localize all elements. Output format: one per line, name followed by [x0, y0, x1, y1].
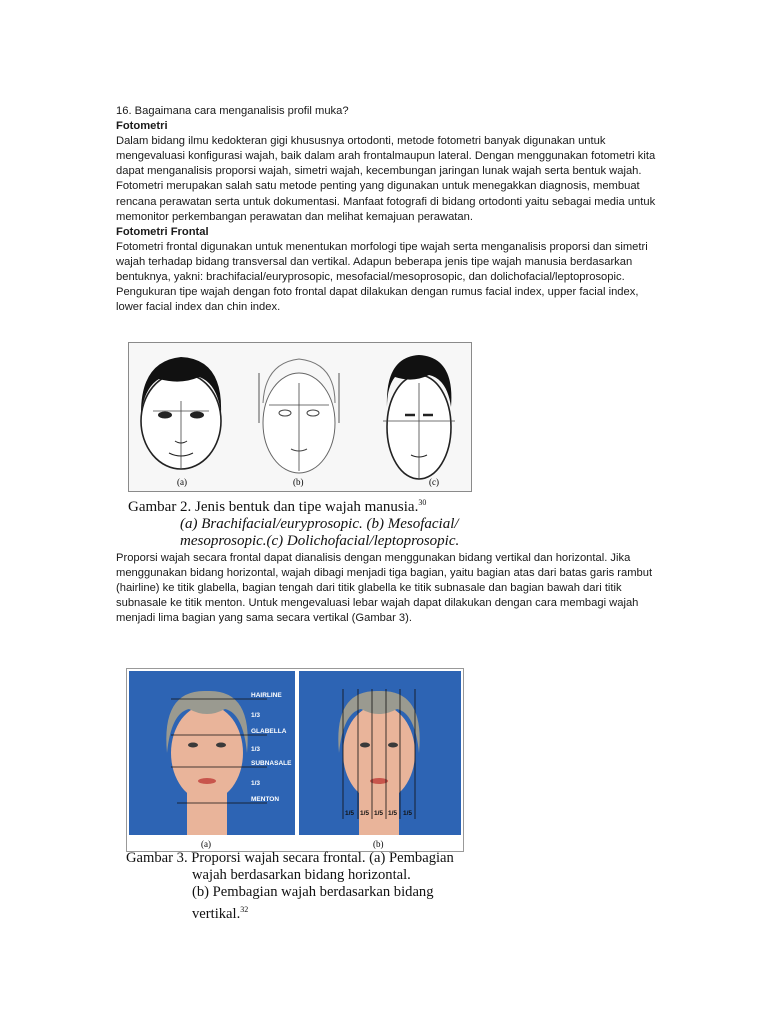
paragraph-fotometri-frontal: Fotometri frontal digunakan untuk menentukan morfologi tipe wajah serta menganalisis proporsi dan simetri wajah terhadap bidang transversal dan vertikal. Adapun beberapa jenis tipe wajah manusia berdasarkan bentuknya, yakni: brachifacial/euryprosopic, mesofacial/mesoprosopic, dan dolichofacial/leptoprosopic. Pengukuran tipe wajah dengan foto frontal dapat dilakukan dengan rumus facial index, upper facial index, lower facial index dan chin index. [116, 240, 648, 314]
label-fifth-3: 1/5 [374, 810, 384, 817]
figure3-caption-line2: wajah berdasarkan bidang horizontal. [192, 867, 411, 883]
question-line: 16. Bagaimana cara menganalisis profil muka? [116, 105, 349, 117]
figure3-caption-line4: vertikal. [192, 905, 241, 922]
label-third-3: 1/3 [251, 780, 261, 787]
face-brachifacial [141, 357, 221, 469]
figure3-caption-ref: 32 [240, 905, 249, 914]
intro-text-block [116, 104, 656, 315]
label-b: (b) [293, 477, 304, 487]
face-mesofacial [259, 359, 339, 473]
label-fifth-4: 1/5 [388, 810, 398, 817]
label-fifth-5: 1/5 [403, 810, 413, 817]
proportion-text-block [116, 551, 656, 626]
label-panel-b: (b) [373, 839, 384, 849]
face-proportions-illustration [127, 669, 463, 851]
figure3-caption-line3: (b) Pembagian wajah berdasarkan bidang [192, 884, 434, 900]
heading-fotometri: Fotometri [116, 120, 168, 133]
label-hairline: HAIRLINE [251, 692, 282, 699]
label-menton: MENTON [251, 796, 280, 803]
label-a: (a) [177, 477, 187, 487]
label-fifth-2: 1/5 [360, 810, 370, 817]
label-fifth-1: 1/5 [345, 810, 355, 817]
label-third-1: 1/3 [251, 712, 261, 719]
figure-face-types [128, 342, 472, 492]
label-glabella: GLABELLA [251, 728, 287, 735]
label-panel-a: (a) [201, 839, 211, 849]
paragraph-proporsi: Proporsi wajah secara frontal dapat dianalisis dengan menggunakan bidang vertikal dan horizontal. Jika menggunakan bidang horizontal, wajah dibagi menjadi tiga bagian, yaitu bagian atas dari batas garis rambut (hairline) ke titik glabella, bagian tengah dari titik glabella ke titik subnasale dan bagian bawah dari titik subnasale ke titik menton. Untuk mengevaluasi lebar wajah dapat dilakukan dengan cara membagi wajah menjadi lima bagian yang sama secara vertikal (Gambar 3). [116, 552, 653, 625]
figure2-caption-ref: 30 [418, 498, 427, 507]
figure3-caption [126, 850, 486, 923]
label-subnasale: SUBNASALE [251, 760, 292, 767]
figure2-caption-line3: mesoprosopic.(c) Dolichofacial/leptoprosopic. [180, 533, 460, 549]
label-c: (c) [429, 477, 439, 487]
figure3-caption-line1: Gambar 3. Proporsi wajah secara frontal. (a) Pembagian [126, 850, 454, 866]
paragraph-fotometri: Dalam bidang ilmu kedokteran gigi khususnya ortodonti, metode fotometri banyak digunakan untuk mengevaluasi konfigurasi wajah, baik dalam arah frontalmaupun lateral. Dengan menggunakan fotometri kita dapat menganalisis proporsi wajah, simetri wajah, kecembungan jaringan lunak wajah serta bentuk wajah. Fotometri merupakan salah satu metode penting yang digunakan untuk menegakkan diagnosis, membuat rencana perawatan serta untuk dokumentasi. Manfaat fotografi di bidang ortodonti yaitu sebagai media untuk memonitor perkembangan perawatan dan melihat kemajuan perawatan. [116, 135, 656, 223]
label-third-2: 1/3 [251, 746, 261, 753]
figure2-caption-line1: Gambar 2. Jenis bentuk dan tipe wajah manusia. [128, 499, 419, 515]
figure-face-proportions [126, 668, 464, 852]
face-dolichofacial [383, 355, 455, 479]
face-types-illustration [129, 343, 471, 491]
figure2-caption [128, 494, 508, 550]
heading-fotometri-frontal: Fotometri Frontal [116, 225, 209, 238]
figure2-caption-line2: (a) Brachifacial/euryprosopic. (b) Mesofacial/ [180, 516, 459, 532]
